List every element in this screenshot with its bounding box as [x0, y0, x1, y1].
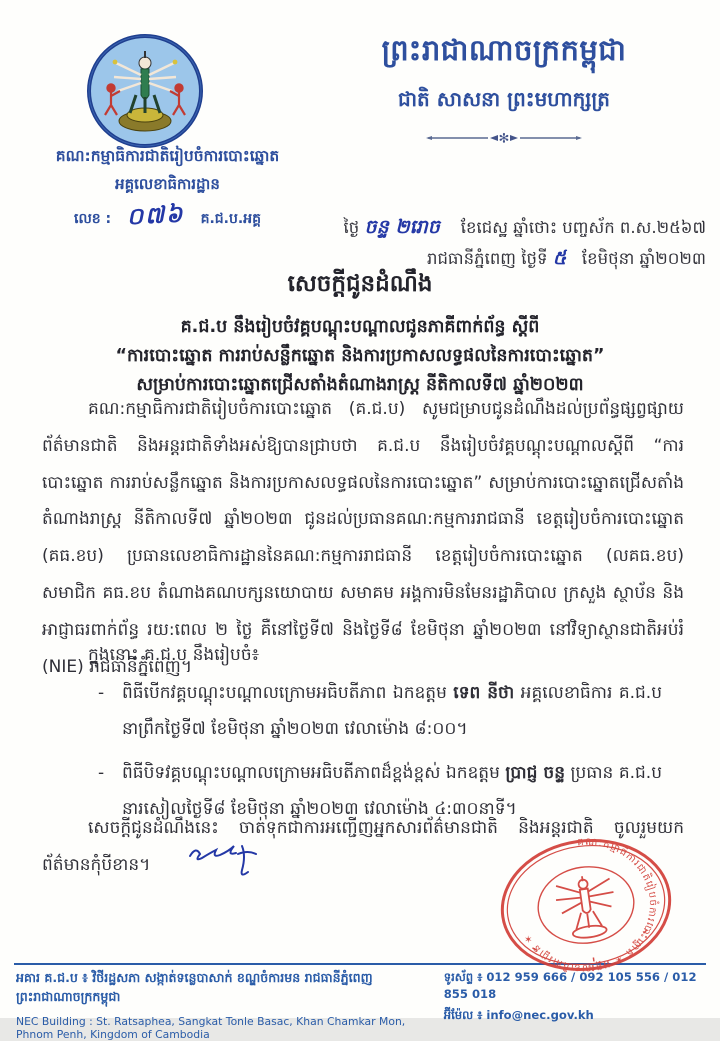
stamp-ring-text: គណ:កម្មាធិការជាតិរៀបចំការបោះឆ្នោត ✶ អគ្គលេខាធិការដ្ឋាន ✶ [521, 836, 658, 974]
ref-label: លេខ : [74, 211, 112, 227]
org-block [20, 146, 315, 235]
bullet-text: ពិធីបិទវគ្គបណ្តុះបណ្តាលក្រោមអធិបតីភាពដ៏ខ្ពង់ខ្ពស់ ឯកឧត្តម ប្រាជ្ញ ចន្ទ ប្រធាន គ.ជ.ប នារសៀលថ្ងៃទី៨ ខែមិថុនា ឆ្នាំ២០២៣ វេលាម៉ោង ៤:៣០នាទី។ [122, 763, 662, 819]
closing-paragraph: សេចក្តីជូនដំណឹងនេះ ចាត់ទុកជាការអញ្ជើញអ្នកសារព័ត៌មានជាតិ និងអន្តរជាតិ ចូលរួមយកព័ត៌មានកុំបីខាន។ [42, 818, 684, 875]
title-line-2: “ការបោះឆ្នោត ការរាប់សន្លឹកឆ្នោត និងការប្រកាសលទ្ធផលនៃការបោះឆ្នោត” [115, 346, 605, 366]
gregorian-date-line: រាជធានីភ្នំពេញ ថ្ងៃទី ៥ ខែមិថុនា ឆ្នាំ២០២៣ [426, 247, 706, 269]
email-address[interactable]: info@nec.gov.kh [486, 1008, 594, 1022]
ornament-divider-icon [424, 130, 584, 146]
title-line-1: គ.ជ.ប នឹងរៀបចំវគ្គបណ្តុះបណ្តាលជូនភាគីពាក់ព័ន្ធ ស្តីពី [180, 317, 540, 337]
dignitary-name: ទេព នីថា [453, 683, 515, 703]
reference-number-row [20, 202, 315, 235]
kingdom-title: ព្រះរាជាណាចក្រកម្ពុជា [381, 33, 627, 67]
ref-suffix: គ.ជ.ប.អគ្គ [200, 211, 261, 227]
secretariat-name: អគ្គលេខាធិការដ្ឋាន [115, 175, 220, 193]
dignitary-name: ប្រាជ្ញ ចន្ទ [505, 763, 565, 783]
title-block [0, 270, 720, 400]
bullet-text: ពិធីបើកវគ្គបណ្តុះបណ្តាលក្រោមអធិបតីភាព ឯកឧត្តម ទេព នីថា អគ្គលេខាធិការ គ.ជ.ប នាព្រឹកថ្ងៃទី៧ ខែមិថុនា ឆ្នាំ២០២៣ វេលាម៉ោង ៨:០០។ [122, 683, 662, 739]
title-line-3: សម្រាប់ការបោះឆ្នោតជ្រើសតាំងតំណាងរាស្ត្រ នីតិកាលទី៧ ឆ្នាំ២០២៣ [136, 375, 584, 395]
footer-email: អ៊ីម៉ែល ៖ info@nec.gov.kh [443, 1008, 594, 1022]
announcement-heading: សេចក្តីជូនដំណឹង [287, 271, 433, 297]
official-red-stamp [497, 836, 675, 974]
svg-text:✻: ✻ [498, 131, 510, 147]
footer [16, 970, 714, 1041]
signature-initials [186, 838, 264, 882]
committee-name: គណ:កម្មាធិការជាតិរៀបចំការបោះឆ្នោត [55, 147, 280, 165]
footer-address-khmer: អគារ គ.ជ.ប ៖ វិថីរដ្ឋសភា សង្កាត់ទន្លេបាសាក់ ខណ្ឌចំការមន រាជធានីភ្នំពេញ ព្រះរាជាណាចក្រកម្ពុជា [16, 970, 373, 1004]
handwritten-day-number: ៥ [552, 247, 567, 269]
lead-in-line: ក្នុងនោះ គ.ជ.ប នឹងរៀបចំ៖ [88, 645, 260, 665]
bullet-dash: - [98, 683, 105, 703]
bullet-dash: - [98, 763, 105, 783]
footer-address-english: NEC Building : St. Ratsaphea, Sangkat Tonle Basac, Khan Chamkar Mon, Phnom Penh, Kingdom of Cambodia [16, 1015, 406, 1041]
kingdom-header [303, 33, 705, 150]
body-paragraph: គណ:កម្មាធិការជាតិរៀបចំការបោះឆ្នោត (គ.ជ.ប) សូមជម្រាបជូនដំណឹងដល់ប្រព័ន្ធផ្សព្វផ្សាយព័ត៌មានជាតិ និងអន្តរជាតិទាំងអស់ឱ្យបានជ្រាបថា គ.ជ.ប នឹងរៀបចំវគ្គបណ្តុះបណ្តាលស្តីពី “ការបោះឆ្នោត ការរាប់សន្លឹកឆ្នោត និងការប្រកាសលទ្ធផលនៃការបោះឆ្នោត” សម្រាប់ការបោះឆ្នោតជ្រើសតាំងតំណាងរាស្ត្រ នីតិកាលទី៧ ឆ្នាំ២០២៣ ជូនដល់ប្រធានគណ:កម្មការរាជធានី ខេត្តរៀបចំការបោះឆ្នោត (គធ.ខប) ប្រធានលេខាធិការដ្ឋាននៃគណ:កម្មការរាជធានី ខេត្តរៀបចំការបោះឆ្នោត (លគធ.ខប) សមាជិក គធ.ខប តំណាងគណបក្សនយោបាយ សមាគម អង្គការមិនមែនរដ្ឋាភិបាល ក្រសួង ស្ថាប័ន និងអាជ្ញាធរពាក់ព័ន្ធ រយ:ពេល ២ ថ្ងៃ គឺនៅថ្ងៃទី៧ និងថ្ងៃទី៨ ខែមិថុនា ឆ្នាំ២០២៣ នៅវិទ្យាស្ថានជាតិអប់រំ (NIE) រាជធានីភ្នំពេញ។ [42, 399, 684, 677]
list-item [98, 675, 662, 747]
lunar-date-line: ថ្ងៃ ចន្ទ ២រោច ខែជេស្ឋ ឆ្នាំថោះ បញ្ចស័ក ព.ស.២៥៦៧ [343, 216, 706, 238]
footer-phone: ទូរស័ព្ទ ៖ 012 959 666 / 092 105 556 / 012 855 018 [443, 970, 697, 1001]
nation-religion-king-motto: ជាតិ សាសនា ព្រះមហាក្សត្រ [398, 87, 610, 111]
ref-number-handwritten: ០៧៦ [126, 200, 186, 231]
dateline [344, 212, 706, 274]
nec-seal-logo [86, 33, 204, 149]
handwritten-lunar-day: ចន្ទ ២រោច [364, 216, 440, 238]
